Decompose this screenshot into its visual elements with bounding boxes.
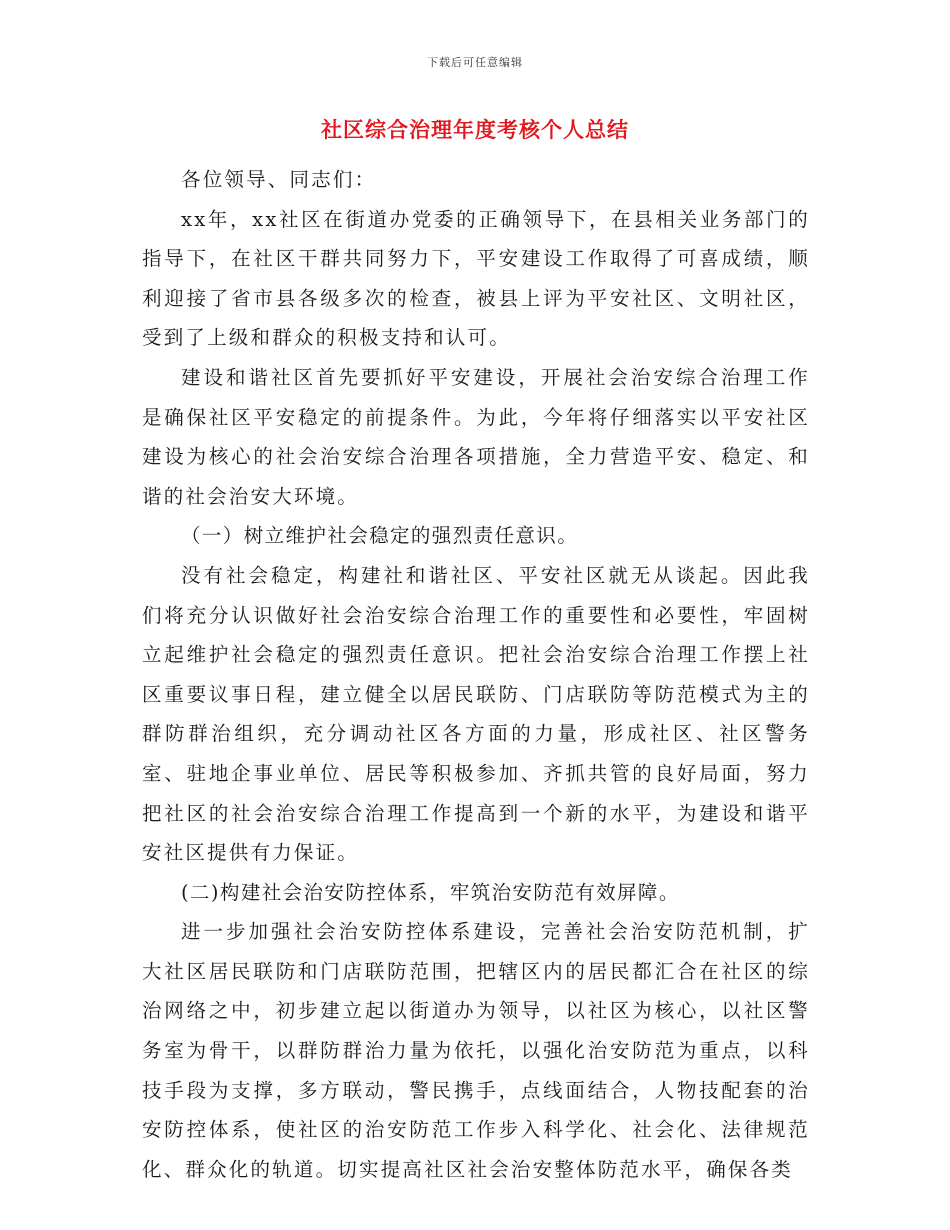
section-1-paragraph: 没有社会稳定，构建社和谐社区、平安社区就无从谈起。因此我们将充分认识做好社会治安综合治理工作的重要性和必要性，牢固树立起维护社会稳定的强烈责任意识。把社会治安综合治理工作摆上社区重要议事日程，建立健全以居民联防、门店联防等防范模式为主的群防群治组织，充分调动社区各方面的力量，形成社区、社区警务室、驻地企事业单位、居民等积极参加、齐抓共管的良好局面，努力把社区的社会治安综合治理工作提高到一个新的水平，为建设和谐平安社区提供有力保证。	[142, 563, 810, 865]
salutation-paragraph: 各位领导、同志们：	[181, 168, 377, 191]
document-body	[142, 160, 810, 1189]
page-header-note: 下载后可任意编辑	[427, 56, 523, 69]
body-paragraph: 建设和谐社区首先要抓好平安建设，开展社会治安综合治理工作是确保社区平安稳定的前提条件。为此，今年将仔细落实以平安社区建设为核心的社会治安综合治理各项措施，全力营造平安、稳定、和谐的社会治安大环境。	[142, 365, 810, 508]
section-2-paragraph: 进一步加强社会治安防控体系建设，完善社会治安防范机制，扩大社区居民联防和门店联防范围，把辖区内的居民都汇合在社区的综治网络之中，初步建立起以街道办为领导，以社区为核心，以社区警务室为骨干，以群防群治力量为依托，以强化治安防范为重点，以科技手段为支撑，多方联动，警民携手，点线面结合，人物技配套的治安防控体系，使社区的治安防范工作步入科学化、社会化、法律规范化、群众化的轨道。切实提高社区社会治安整体防范水平，确保各类	[142, 920, 810, 1181]
section-heading-1: （一）树立维护社会稳定的强烈责任意识。	[181, 524, 579, 548]
document-title: 社区综合治理年度考核个人总结	[321, 117, 629, 142]
intro-paragraph: xx年，xx社区在街道办党委的正确领导下，在县相关业务部门的指导下，在社区干群共同努力下，平安建设工作取得了可喜成绩，顺利迎接了省市县各级多次的检查，被县上评为平安社区、文明社区，受到了上级和群众的积极支持和认可。	[142, 207, 810, 350]
section-heading-2: (二)构建社会治安防控体系，牢筑治安防范有效屏障。	[181, 880, 680, 904]
